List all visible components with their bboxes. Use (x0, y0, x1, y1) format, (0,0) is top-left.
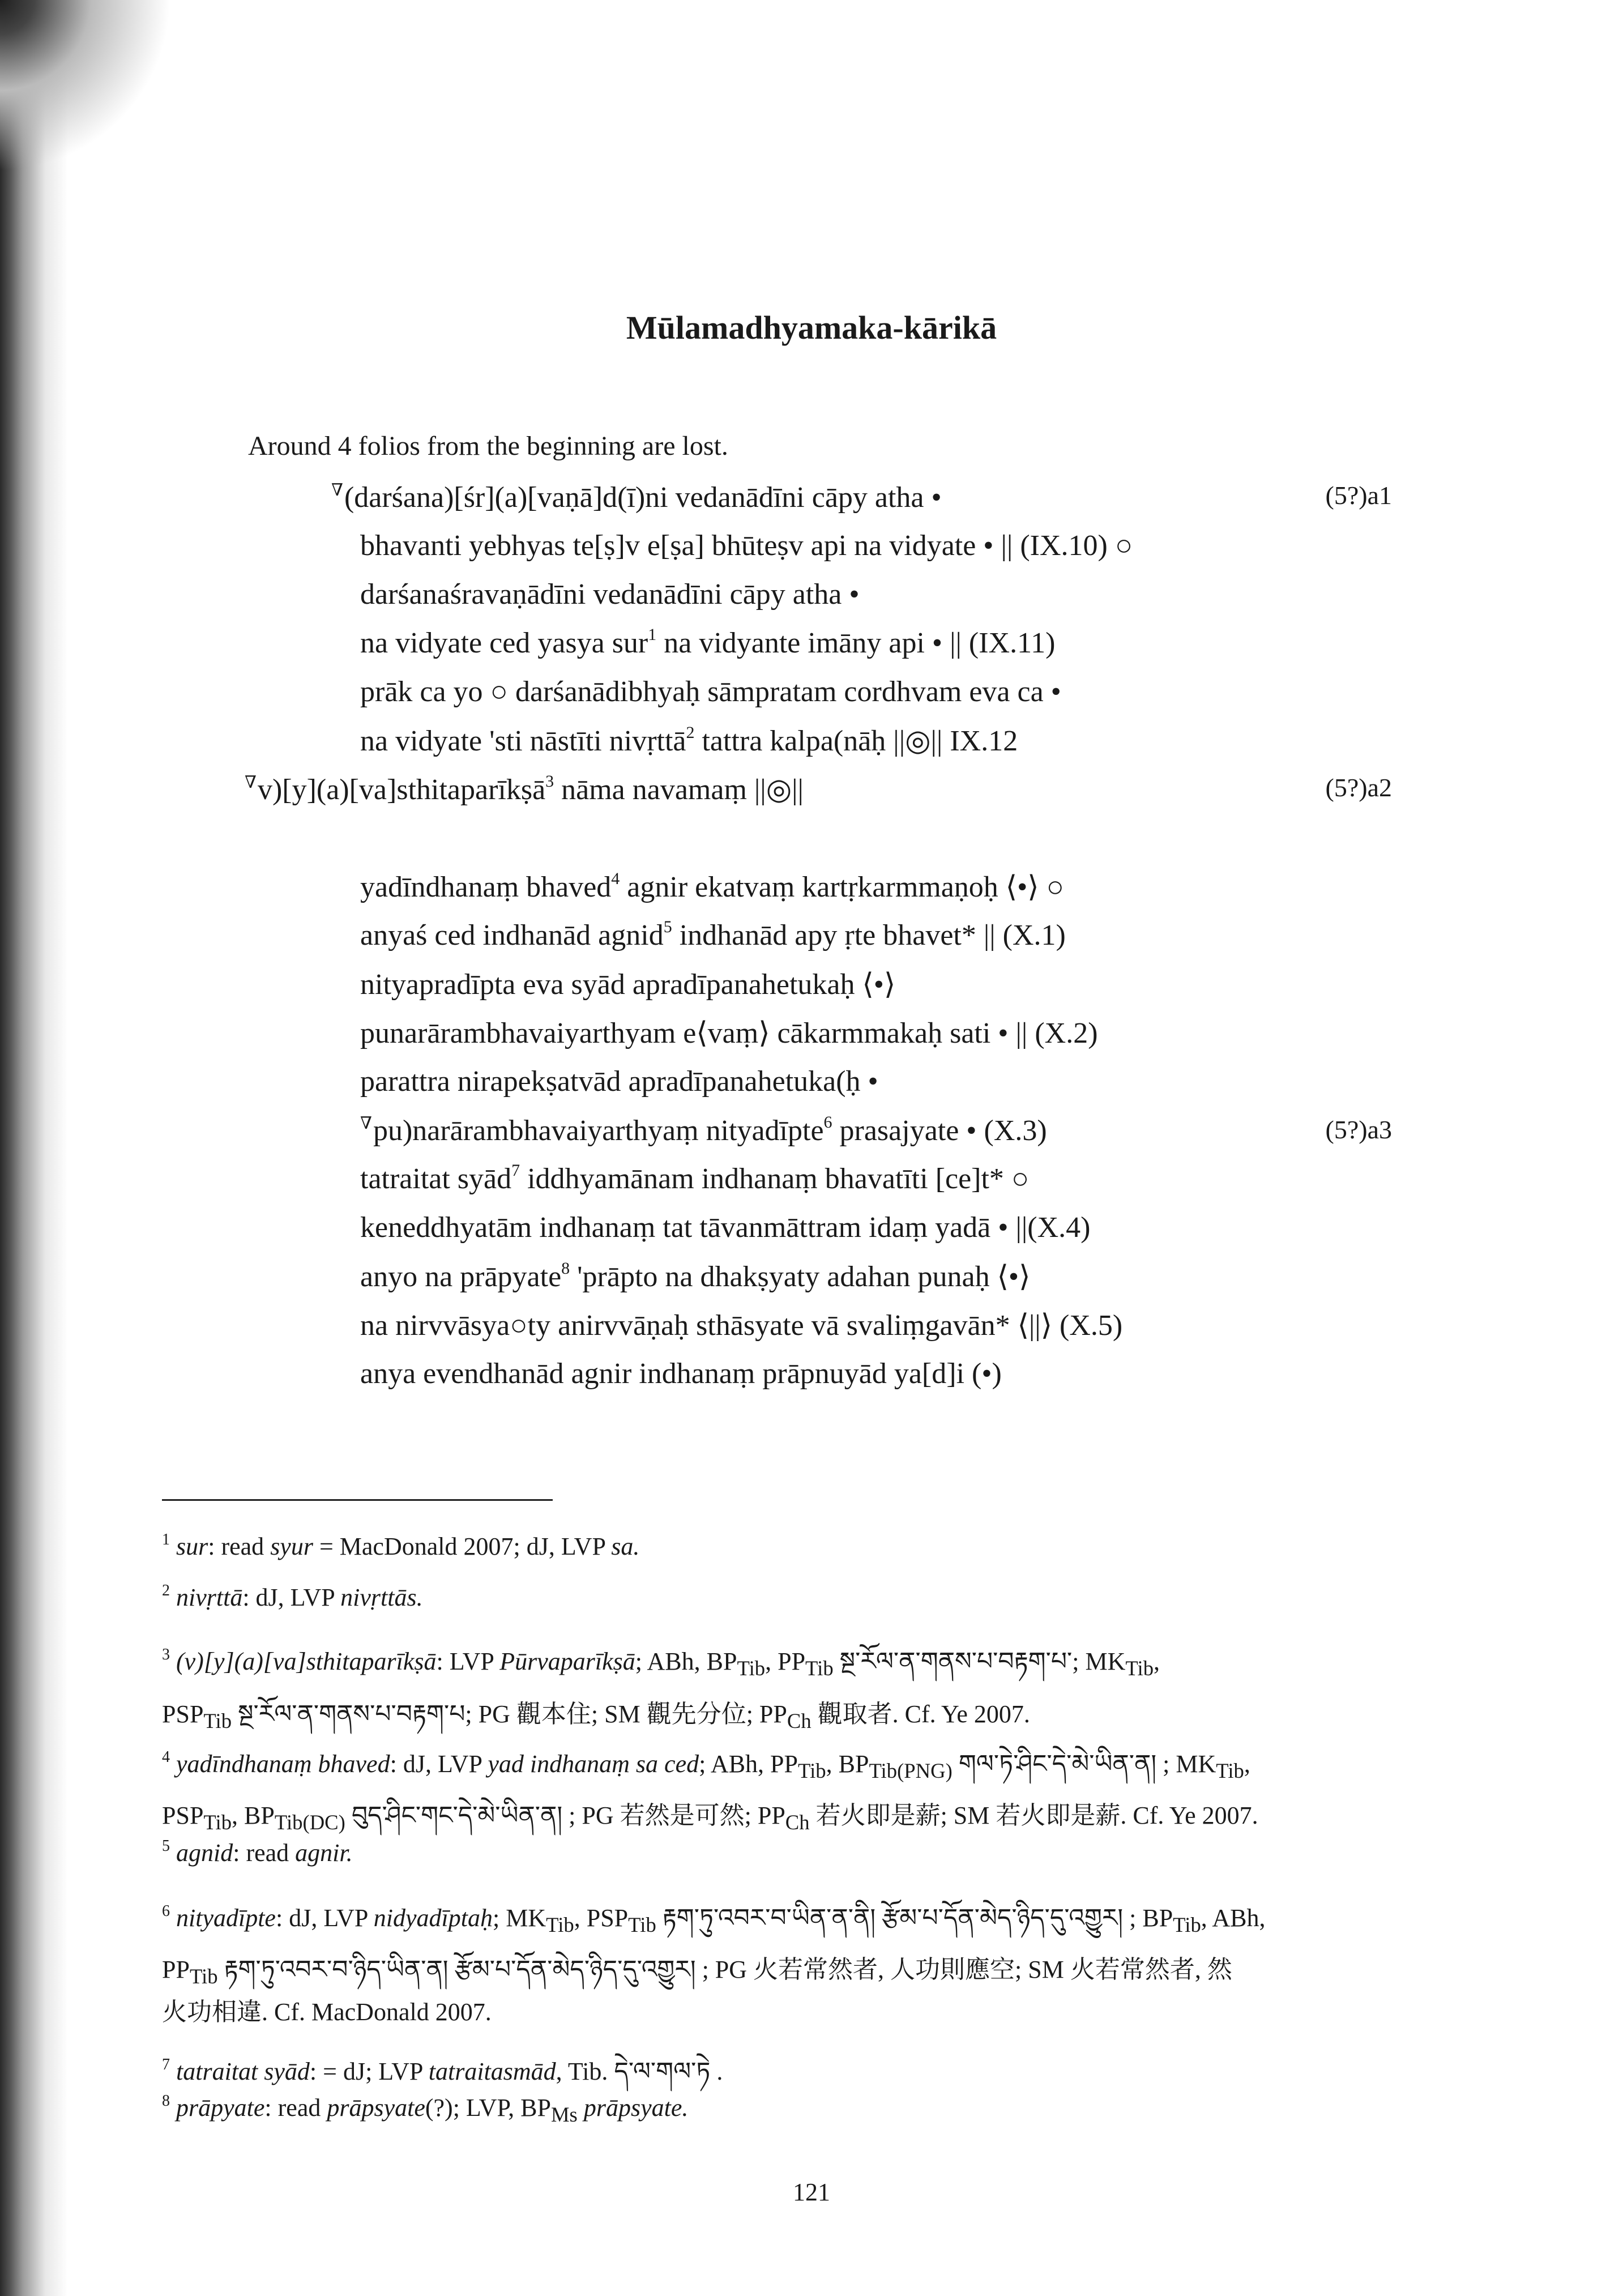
subscript: Tib (798, 1759, 826, 1782)
text-run: 觀取者. Cf. Ye 2007. (811, 1700, 1030, 1728)
italic-run: tatraitasmād (428, 2058, 556, 2085)
subscript: Tib(PNG) (869, 1759, 953, 1782)
subscript: Tib (737, 1656, 766, 1680)
text-run: (?); LVP, BP (425, 2094, 551, 2122)
text-run: 若火即是薪; SM 若火即是薪. Cf. Ye 2007. (809, 1802, 1258, 1829)
verse-line (360, 1016, 1098, 1050)
italic-run: agnir. (295, 1839, 353, 1867)
text-run: : dJ, LVP (390, 1750, 488, 1778)
subscript: Ms (550, 2102, 578, 2126)
footnote-ref: 6 (823, 1113, 832, 1132)
text-run: , (1244, 1750, 1250, 1778)
text-run: ; ABh, PP (699, 1750, 798, 1778)
footnote-number: 2 (162, 1582, 170, 1599)
text-run: , ABh, (1201, 1904, 1266, 1932)
italic-run: nivṛttās. (340, 1584, 423, 1611)
footnote-line (162, 1991, 492, 2028)
text-run: , BP (826, 1750, 869, 1778)
text-run (578, 2094, 584, 2122)
folio-tick: ∇ (331, 481, 343, 500)
text-run: (darśana)[śr](a)[vaṇā]d(ī)ni vedanādīni cāpy atha • (344, 481, 942, 514)
text-run: ; MK (492, 1904, 546, 1932)
italic-run: yad indhanaṃ sa ced (488, 1750, 699, 1778)
verse-line (360, 724, 1018, 758)
footnote-ref: 4 (611, 869, 620, 888)
text-run: : dJ, LVP (242, 1584, 341, 1611)
page-number: 121 (793, 2178, 830, 2206)
text-run: punarārambhavaiyarthyam e⟨vaṃ⟩ cākarmmakaḥ sati • || (X.2) (360, 1017, 1098, 1049)
footnote-ref: 1 (648, 625, 657, 644)
verse-line (360, 870, 1064, 904)
text-run: yadīndhanaṃ bhaved (360, 871, 612, 903)
verse-line (360, 1113, 1047, 1147)
text-run: : read (208, 1533, 271, 1560)
italic-run: yadīndhanaṃ bhaved (176, 1750, 390, 1778)
footnote-line (162, 1838, 353, 1867)
footnote-number: 4 (162, 1748, 170, 1766)
verse-line (360, 675, 1061, 709)
text-run: na vidyante imāny api • || (IX.11) (656, 627, 1056, 659)
footnote-ref: 5 (663, 917, 672, 936)
subscript: Tib(DC) (274, 1810, 345, 1834)
text-run: anyo na prāpyate (360, 1261, 562, 1293)
italic-run: tatraitat syād (176, 2058, 310, 2085)
footnote-number: 8 (162, 2092, 170, 2110)
footnote-ref: 7 (511, 1161, 520, 1180)
footnote-number: 3 (162, 1646, 170, 1663)
footnote-number: 6 (162, 1902, 170, 1920)
text-run: སྔ་རོལ་ན་གནས་པ་བརྟག་པ; PG 觀本住; SM 觀先分位; PP (232, 1700, 787, 1728)
folio-marker: (5?)a2 (1325, 773, 1392, 802)
page-title: Mūlamadhyamaka-kārikā (626, 309, 997, 346)
verse-line (360, 1065, 878, 1098)
text-run: indhanād apy ṛte bhavet* || (X.1) (672, 919, 1066, 951)
italic-run: nivṛttā (176, 1584, 243, 1611)
text-run: PSP (162, 1700, 204, 1728)
verse-line (360, 967, 895, 1001)
text-run: རྟག་ཏུ་འབར་བ་ཉིད་ཡིན་ན། རྩོམ་པ་དོན་མེད་ཉིད་དུ་འགྱུར། ; PG 火若常然者, 人功則應空; SM 火若常然者, 然 (217, 1956, 1232, 1983)
subscript: Tib (628, 1913, 656, 1936)
text-run: : = dJ; LVP (309, 2058, 429, 2085)
text-run: tattra kalpa(nāḥ ||◎|| IX.12 (694, 725, 1018, 757)
verse-line (360, 919, 1066, 952)
text-run: : LVP (436, 1648, 500, 1675)
verse-line (360, 1357, 1002, 1390)
text-run: bhavanti yebhyas te[ṣ]v e[ṣa] bhūteṣv api na vidyate • || (IX.10) ○ (360, 530, 1133, 562)
footnote-line (162, 1532, 639, 1561)
subscript: Ch (785, 1810, 810, 1834)
text-run: PSP (162, 1802, 204, 1829)
subscript: Tib (203, 1709, 232, 1732)
italic-run: Pūrvaparīkṣā (499, 1648, 635, 1675)
intro-note: Around 4 folios from the beginning are lost. (248, 431, 728, 461)
subscript: Tib (1216, 1759, 1244, 1782)
verse-line (331, 480, 942, 514)
subscript: Tib (805, 1656, 834, 1680)
verse-line (360, 1260, 1030, 1294)
footnote-ref: 3 (545, 772, 554, 791)
italic-run: syur (270, 1533, 313, 1560)
text-run: anyaś ced indhanād agnid (360, 919, 664, 951)
footnote-number: 7 (162, 2056, 170, 2073)
italic-run: agnid (176, 1839, 233, 1867)
text-run: darśanaśravaṇādīni vedanādīni cāpy atha • (360, 578, 860, 611)
footnote-line (162, 1583, 423, 1612)
text-run: pu)narārambhavaiyarthyaṃ nityadīpte (373, 1115, 824, 1147)
verse-line (360, 1308, 1122, 1342)
text-run: prāk ca yo ○ darśanādibhyaḥ sāmpratam cordhvam eva ca • (360, 676, 1061, 708)
text-run: na nirvvāsya○ty anirvvāṇaḥ sthāsyate vā svaliṃgavān* ⟨||⟩ (X.5) (360, 1309, 1123, 1342)
text-run: iddhyamānam indhanaṃ bhavatīti [ce]t* ○ (520, 1163, 1030, 1195)
folio-marker: (5?)a1 (1325, 481, 1392, 510)
subscript: Ch (787, 1709, 812, 1732)
folio-tick: ∇ (360, 1114, 372, 1133)
footnote-ref: 2 (686, 723, 695, 742)
scan-corner-shadow (0, 0, 170, 170)
text-run: : dJ, LVP (275, 1904, 374, 1932)
verse-line (360, 1211, 1090, 1244)
folio-marker: (5?)a3 (1325, 1115, 1392, 1144)
text-run: , PSP (574, 1904, 629, 1932)
footnote-number: 5 (162, 1837, 170, 1855)
text-run: , Tib. དེ་ལ་གལ་ཏེ . (556, 2058, 723, 2085)
text-run: v)[y](a)[va]sthitaparīkṣā (257, 774, 546, 806)
italic-run: prāpyate (176, 2094, 265, 2122)
subscript: Tib (1125, 1656, 1154, 1680)
verse-line (360, 578, 860, 611)
subscript: Tib (1173, 1913, 1201, 1936)
text-run: གལ་ཏེ་ཤིང་དེ་མེ་ཡིན་ན། ; MK (952, 1750, 1216, 1778)
italic-run: prāpsyate. (583, 2094, 689, 2122)
text-run: keneddhyatām indhanaṃ tat tāvanmāttram idaṃ yadā • ||(X.4) (360, 1211, 1091, 1244)
subscript: Tib (546, 1913, 574, 1936)
text-run: , (1154, 1648, 1160, 1675)
text-run: = MacDonald 2007; dJ, LVP (313, 1533, 612, 1560)
italic-run: nidyadīptaḥ (373, 1904, 493, 1932)
verse-line (360, 529, 1133, 562)
italic-run: prāpsyate (327, 2094, 425, 2122)
footnote-number: 1 (162, 1531, 170, 1548)
italic-run: sa. (611, 1533, 640, 1560)
verse-line (360, 626, 1055, 660)
footnote-line (162, 2093, 688, 2127)
subscript: Tib (203, 1810, 232, 1834)
text-run: རྟག་ཏུ་འབར་བ་ཡིན་ན་ནི། རྩོམ་པ་དོན་མེད་ཉིད་དུ་འགྱུར། ; BP (656, 1904, 1173, 1932)
text-run: prasajyate • (X.3) (832, 1115, 1047, 1147)
text-run: , BP (232, 1802, 275, 1829)
text-run: tatraitat syād (360, 1163, 512, 1195)
text-run: PP (162, 1956, 190, 1983)
text-run: བུད་ཤིང་གང་དེ་མེ་ཡིན་ན། ; PG 若然是可然; PP (345, 1802, 785, 1829)
folio-tick: ∇ (245, 773, 257, 792)
text-run: na vidyate 'sti nāstīti nivṛttā (360, 725, 686, 757)
footnote-rule (162, 1499, 553, 1501)
subscript: Tib (189, 1964, 218, 1988)
text-run: : read (264, 2094, 327, 2122)
text-run: 'prāpto na dhakṣyaty adahan punaḥ ⟨•⟩ (570, 1261, 1031, 1293)
text-run: parattra nirapekṣatvād apradīpanahetuka(ḥ • (360, 1065, 878, 1098)
text-run: anya evendhanād agnir indhanaṃ prāpnuyād ya[d]i (•) (360, 1358, 1002, 1390)
text-run: 火功相違. Cf. MacDonald 2007. (162, 1998, 492, 2026)
text-run: nāma navamaṃ ||◎|| (554, 774, 804, 806)
text-run: na vidyate ced yasya sur (360, 627, 648, 659)
text-run: : read (233, 1839, 296, 1867)
italic-run: nityadīpte (176, 1904, 276, 1932)
text-run: སྔ་རོལ་ན་གནས་པ་བརྟག་པ་; MK (833, 1648, 1126, 1675)
footnote-ref: 8 (561, 1259, 570, 1278)
verse-line (245, 773, 804, 806)
verse-line (360, 1162, 1029, 1196)
text-run: agnir ekatvaṃ kartṛkarmmaṇoḥ ⟨•⟩ ○ (620, 871, 1064, 903)
italic-run: (v)[y](a)[va]sthitaparīkṣā (176, 1648, 437, 1675)
text-run: ; ABh, BP (635, 1648, 737, 1675)
italic-run: sur (176, 1533, 208, 1560)
text-run: nityapradīpta eva syād apradīpanahetukaḥ ⟨•⟩ (360, 968, 896, 1001)
text-run: , PP (765, 1648, 806, 1675)
